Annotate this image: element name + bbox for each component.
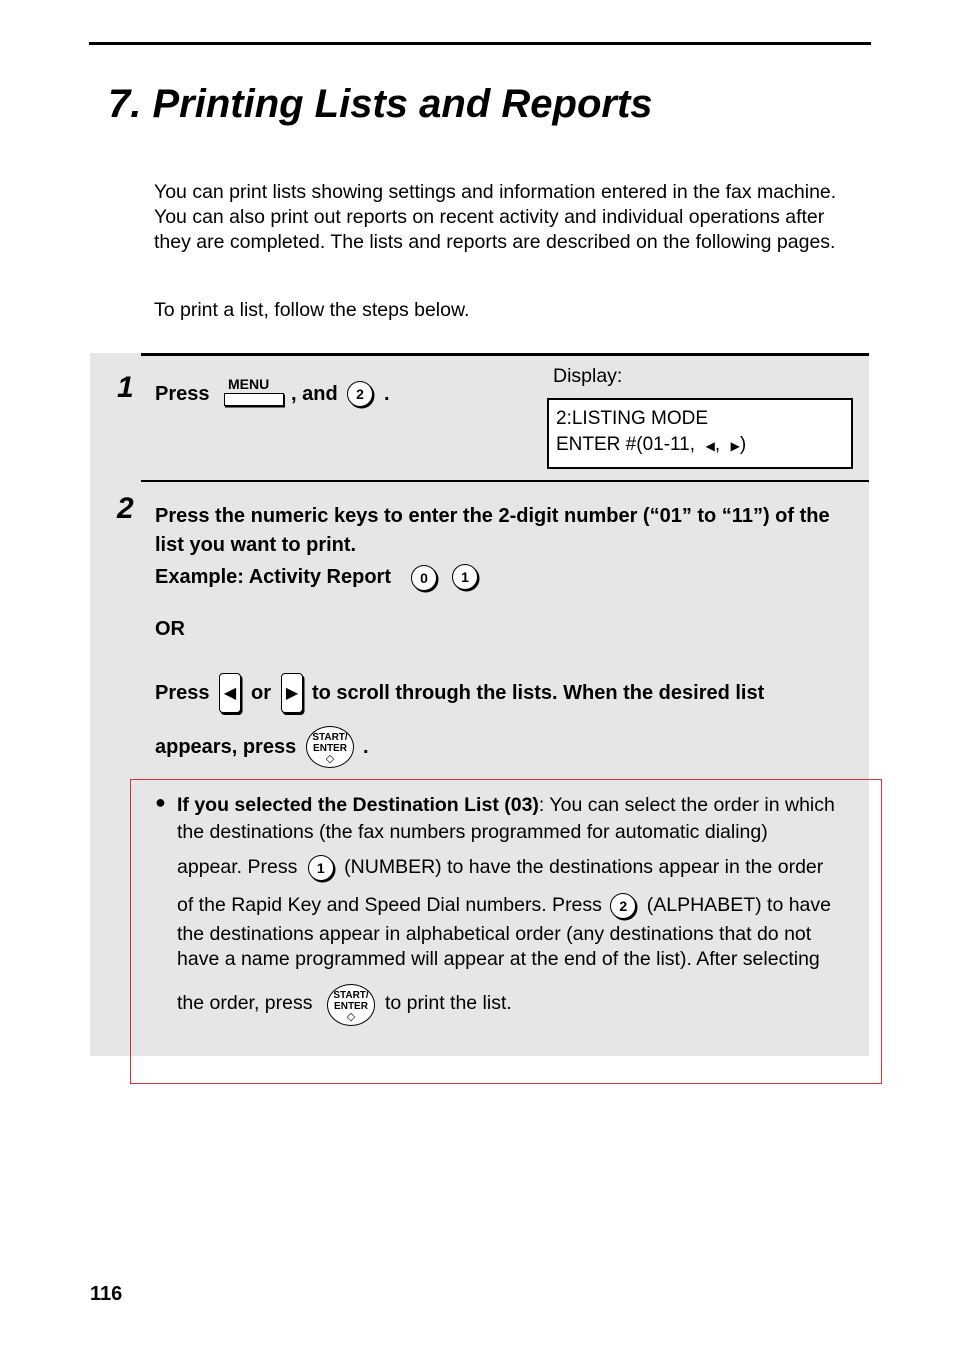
to-print-text: to print the list. bbox=[385, 992, 512, 1014]
key-0-icon: 0 bbox=[411, 565, 437, 591]
scroll-text: to scroll through the lists. When the desired list bbox=[312, 682, 765, 704]
step-number-1: 1 bbox=[117, 371, 134, 404]
key-2-icon: 2 bbox=[610, 893, 636, 919]
start-key-symbol: ◇ bbox=[346, 1011, 356, 1023]
step-number-2: 2 bbox=[117, 492, 134, 525]
order-press-text: the order, press bbox=[177, 992, 313, 1014]
step2-period: . bbox=[363, 736, 369, 758]
step1-top-rule bbox=[141, 353, 869, 356]
bullet-text-2: the destinations appear in alphabetical order (any destinations that do not have a name programmed will appear at the end of the list). After selecting bbox=[177, 923, 820, 970]
intro-text-1: You can print lists showing settings and information entered in the fax machine. You can also print out reports on recent activity and individual operations after they are completed. The lists and reports are described on the following pages. bbox=[154, 181, 837, 253]
bullet-line-appear bbox=[177, 855, 857, 881]
bullet-intro bbox=[177, 792, 857, 846]
start-enter-key-icon bbox=[327, 984, 375, 1026]
menu-key-label: MENU bbox=[228, 376, 270, 392]
step2-top-rule bbox=[141, 480, 869, 482]
step1-press-label: Press bbox=[155, 383, 210, 405]
or-label: OR bbox=[155, 618, 185, 640]
left-arrow-key-icon: ◀ bbox=[219, 673, 241, 713]
key-2-icon: 2 bbox=[347, 381, 373, 407]
right-arrow-key-icon: ▶ bbox=[281, 673, 303, 713]
start-key-symbol: ◇ bbox=[325, 753, 335, 765]
step2-press-label: Press bbox=[155, 682, 210, 704]
number-text: (NUMBER) to have the destinations appear in the order bbox=[344, 856, 824, 879]
lcd-display bbox=[547, 398, 853, 469]
rapid-text: of the Rapid Key and Speed Dial numbers. Press bbox=[177, 894, 602, 917]
bullet-line-order bbox=[177, 992, 857, 1015]
menu-key-box bbox=[224, 393, 284, 406]
intro-paragraph-2 bbox=[154, 298, 854, 323]
intro-text-2: To print a list, follow the steps below. bbox=[154, 299, 470, 321]
top-rule bbox=[89, 42, 871, 45]
display-comma: , bbox=[714, 434, 721, 455]
key-1-icon: 1 bbox=[308, 855, 334, 881]
bullet-icon: ● bbox=[155, 792, 166, 812]
step1-and-label: , and bbox=[291, 383, 338, 405]
alphabet-text: (ALPHABET) to have bbox=[646, 894, 831, 917]
display-line-2-prefix: ENTER #(01-11, bbox=[556, 434, 696, 455]
or-word: or bbox=[251, 682, 271, 704]
start-key-line-2: ENTER bbox=[313, 743, 347, 754]
display-line-1: 2:LISTING MODE bbox=[556, 408, 709, 429]
bullet-line-rapid bbox=[177, 893, 857, 919]
start-key-line-1: START/ bbox=[312, 732, 348, 743]
display-close-paren: ) bbox=[739, 434, 747, 455]
key-1-icon: 1 bbox=[452, 564, 478, 590]
display-left-arrow-icon: ◀ bbox=[705, 439, 715, 453]
page-number: 116 bbox=[90, 1283, 123, 1305]
page-title: 7. Printing Lists and Reports bbox=[108, 82, 653, 126]
appears-press-label: appears, press bbox=[155, 736, 297, 758]
display-right-arrow-icon: ▶ bbox=[730, 439, 740, 453]
display-line-2 bbox=[556, 432, 851, 459]
appear-press-text: appear. Press bbox=[177, 856, 298, 879]
step1-period: . bbox=[384, 383, 390, 405]
bullet-text-1: : You can select the order in which the destinations (the fax numbers programmed for automatic dialing) bbox=[177, 794, 835, 843]
intro-paragraph-1 bbox=[154, 180, 854, 255]
start-key-line-1: START/ bbox=[333, 990, 369, 1001]
step2-instruction: Press the numeric keys to enter the 2-digit number (“01” to “11”) of the list you want to print. bbox=[155, 505, 830, 556]
display-label: Display: bbox=[553, 365, 623, 387]
start-enter-key-icon bbox=[306, 726, 354, 768]
example-label: Example: Activity Report bbox=[155, 566, 391, 588]
menu-key bbox=[224, 376, 284, 406]
bullet-heading: If you selected the Destination List (03) bbox=[177, 794, 539, 816]
start-key-line-2: ENTER bbox=[334, 1001, 368, 1012]
